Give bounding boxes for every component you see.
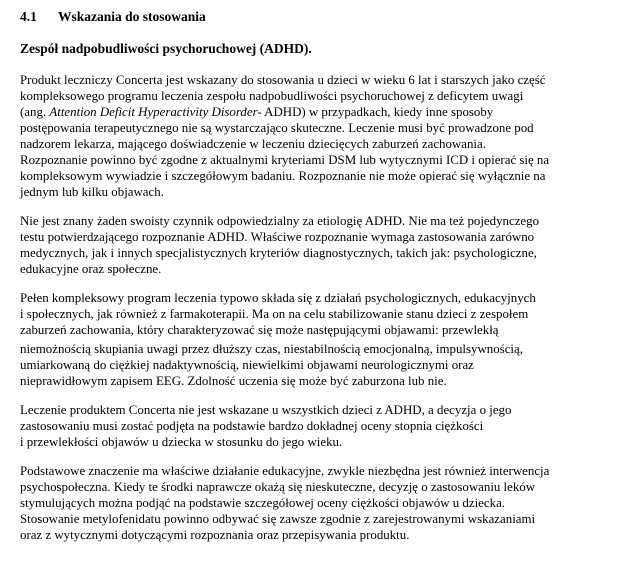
text-line: oraz z wytycznymi dotyczącymi rozpoznania oraz przepisywania produktu. [20, 528, 410, 542]
text-line: kompleksowego programu leczenia zespołu nadpobudliwości psychoruchowej z deficytem uwagi [20, 89, 524, 103]
text-line: i społecznych, jak również z farmakoterapii. Ma on na celu stabilizowanie stanu dzieci z zespołem [20, 307, 529, 321]
paragraph-indications [20, 72, 625, 200]
text-line: Podstawowe znaczenie ma właściwe działanie edukacyjne, zwykle niezbędna jest również interwencja [20, 464, 550, 478]
section-number: 4.1 [20, 9, 37, 24]
text-line: Produkt leczniczy Concerta jest wskazany do stosowania u dzieci w wieku 6 lat i starszych jako część [20, 73, 546, 87]
text-line: Leczenie produktem Concerta nie jest wskazane u wszystkich dzieci z ADHD, a decyzja o jego [20, 403, 512, 417]
text-line: psychospołeczna. Kiedy te środki naprawcze okażą się nieskuteczne, decyzję o zastosowaniu leków [20, 480, 536, 494]
subheading: Zespół nadpobudliwości psychoruchowej (ADHD). [20, 41, 312, 56]
text-line: testu potwierdzającego rozpoznanie ADHD. Właściwe rozpoznanie wymaga zastosowania zarówno [20, 230, 535, 244]
text-line: nadzorem lekarza, mającego doświadczenie w leczeniu dziecięcych zaburzeń zachowania. [20, 137, 486, 151]
text-line: Rozpoznanie powinno być zgodne z aktualnymi kryteriami DSM lub wytycznymi ICD i opierać się na [20, 153, 550, 167]
text-fragment: ADHD) w przypadkach, kiedy inne sposoby [261, 105, 494, 119]
text-line: stymulujących można podjąć na podstawie szczegółowej oceny ciężkości objawów u dziecka. [20, 496, 506, 510]
paragraph-etiology [20, 213, 625, 277]
text-line: umiarkowaną do ciężkiej nadaktywnością, niewielkimi objawami neurologicznymi oraz [20, 358, 474, 372]
text-line: kompleksowym wywiadzie i szczegółowym badaniu. Rozpoznanie nie może opierać się wyłącznie na [20, 169, 546, 183]
text-line: niemożnością skupiania uwagi przez dłuższy czas, niestabilnością emocjonalną, impulsywnością, [20, 342, 523, 356]
text-line: i przewlekłości objawów u dziecka w stosunku do jego wieku. [20, 435, 343, 449]
text-line: medycznych, jak i innych specjalistycznych kryteriów diagnostycznych, takich jak: psychologiczne, [20, 246, 537, 260]
text-line: edukacyjne oraz społeczne. [20, 262, 162, 276]
text-line: Nie jest znany żaden swoisty czynnik odpowiedzialny za etiologię ADHD. Nie ma też pojedynczego [20, 214, 540, 228]
section-title: Wskazania do stosowania [58, 9, 206, 24]
paragraph-education [20, 463, 625, 543]
section-heading [20, 8, 625, 26]
text-line: Stosowanie metylofenidatu powinno odbywać się zawsze zgodnie z zarejestrowanymi wskazaniami [20, 512, 536, 526]
document-page [20, 8, 625, 543]
text-line: nieprawidłowym zapisem EEG. Zdolność uczenia się może być zaburzona lub nie. [20, 374, 447, 388]
text-line-mixed [20, 104, 625, 120]
italic-term: Attention Deficit Hyperactivity Disorder- [49, 105, 262, 119]
text-line: zaburzeń zachowania, który charakteryzować się może następującymi objawami: przewlekłą [20, 323, 499, 337]
text-fragment: (ang. [20, 105, 50, 119]
text-line: zastosowaniu musi zostać podjęta na podstawie bardzo dokładnej oceny stopnia ciężkości [20, 419, 484, 433]
text-line: Pełen kompleksowy program leczenia typowo składa się z działań psychologicznych, edukacyjnych [20, 291, 536, 305]
paragraph-treatment [20, 402, 625, 450]
text-line: postępowania terapeutycznego nie są wystarczająco skuteczne. Leczenie musi być prowadzone pod [20, 121, 534, 135]
text-line: jednym lub kilku objawach. [20, 185, 164, 199]
paragraph-program [20, 290, 625, 389]
